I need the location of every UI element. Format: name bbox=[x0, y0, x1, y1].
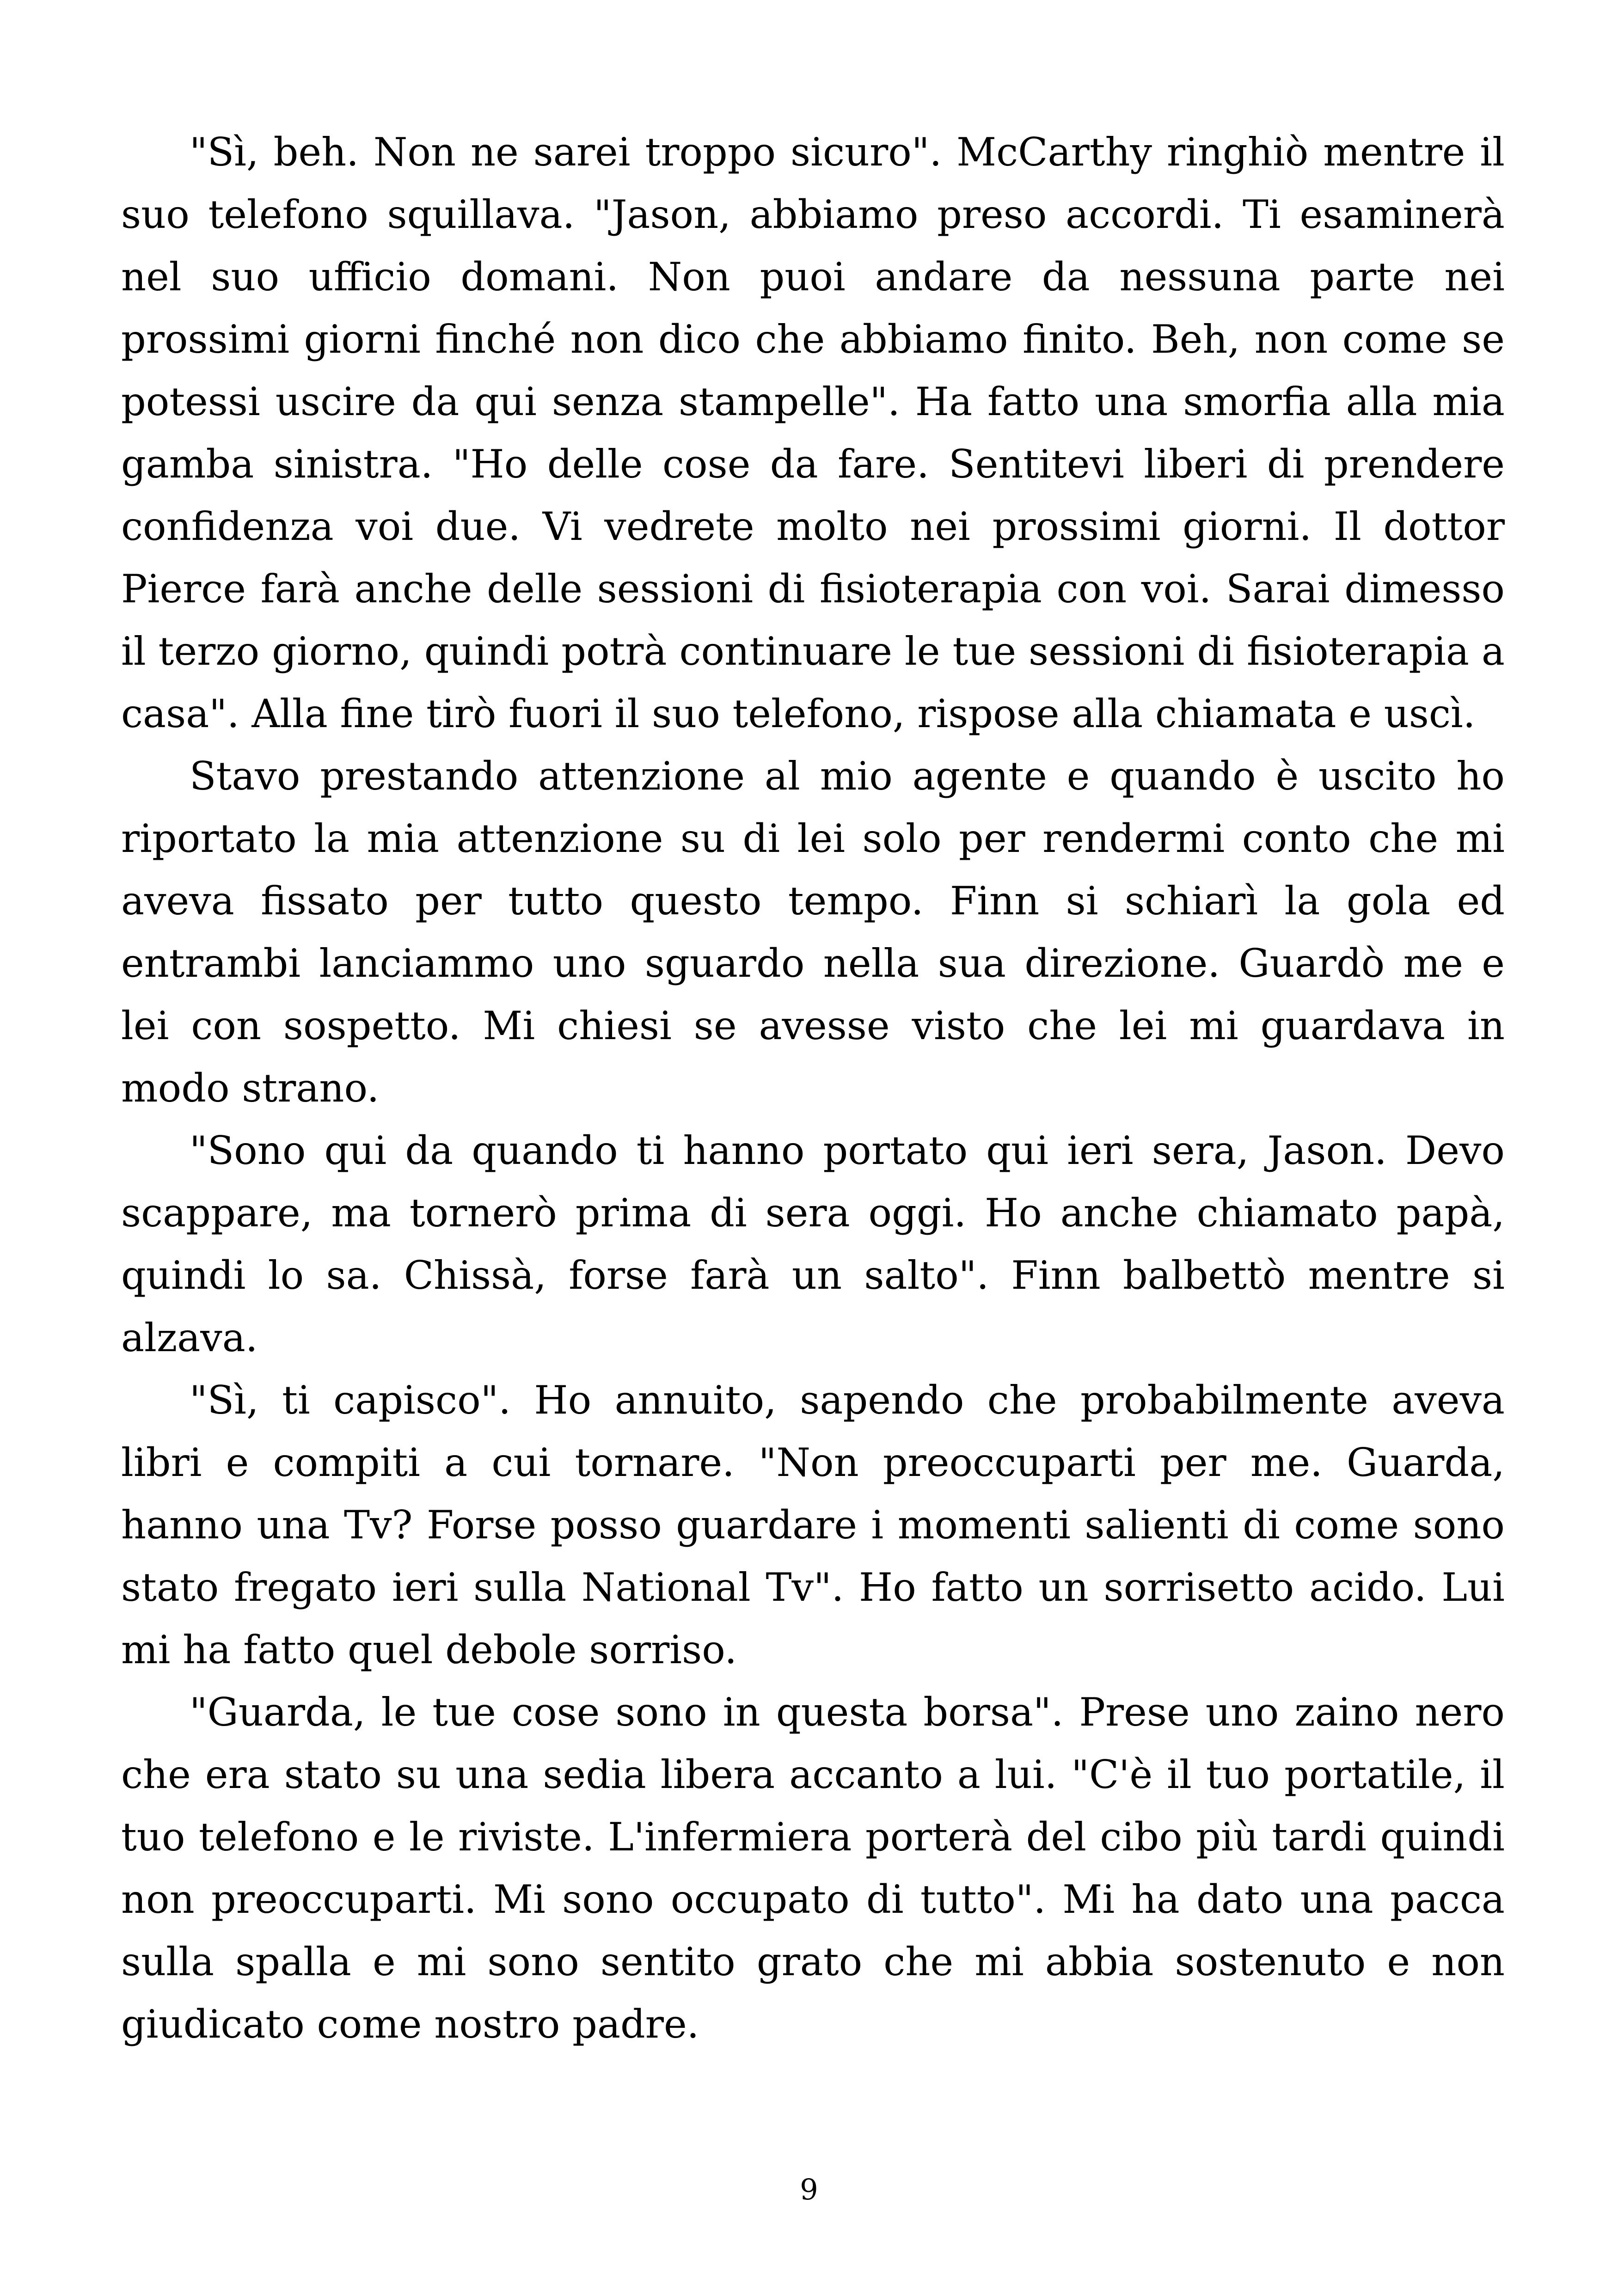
page-number: 9 bbox=[800, 2173, 818, 2206]
paragraph: Stavo prestando attenzione al mio agente e quando è uscito ho riportato la mia attenzione su di lei solo per rendermi conto che mi aveva fissato per tutto questo tempo. Finn si schiarì la gola ed entrambi lanciammo uno sguardo nella sua direzione. Guardò me e lei con sospetto. Mi chiesi se avesse visto che lei mi guardava in modo strano. bbox=[121, 753, 1505, 1111]
paragraph: "Guarda, le tue cose sono in questa borsa". Prese uno zaino nero che era stato su una sedia libera accanto a lui. "C'è il tuo portatile, il tuo telefono e le riviste. L'infermiera porterà del cibo più tardi quindi non preoccuparti. Mi sono occupato di tutto". Mi ha dato una pacca sulla spalla e mi sono sentito grato che mi abbia sostenuto e non giudicato come nostro padre. bbox=[121, 1690, 1505, 2047]
body-text bbox=[121, 121, 1505, 2056]
paragraph: "Sono qui da quando ti hanno portato qui ieri sera, Jason. Devo scappare, ma tornerò prima di sera oggi. Ho anche chiamato papà, quindi lo sa. Chissà, forse farà un salto". Finn balbettò mentre si alzava. bbox=[121, 1128, 1505, 1360]
paragraph: "Sì, ti capisco". Ho annuito, sapendo che probabilmente aveva libri e compiti a cui tornare. "Non preoccuparti per me. Guarda, hanno una Tv? Forse posso guardare i momenti salienti di come sono stato fregato ieri sulla National Tv". Ho fatto un sorrisetto acido. Lui mi ha fatto quel debole sorriso. bbox=[121, 1378, 1505, 1672]
paragraph: "Sì, beh. Non ne sarei troppo sicuro". McCarthy ringhiò mentre il suo telefono squillava. "Jason, abbiamo preso accordi. Ti esaminerà nel suo ufficio domani. Non puoi andare da nessuna parte nei prossimi giorni finché non dico che abbiamo finito. Beh, non come se potessi uscire da qui senza stampelle". Ha fatto una smorfia alla mia gamba sinistra. "Ho delle cose da fare. Sentitevi liberi di prendere confidenza voi due. Vi vedrete molto nei prossimi giorni. Il dottor Pierce farà anche delle sessioni di fisioterapia con voi. Sarai dimesso il terzo giorno, quindi potrà continuare le tue sessioni di fisioterapia a casa". Alla fine tirò fuori il suo telefono, rispose alla chiamata e uscì. bbox=[121, 129, 1505, 736]
